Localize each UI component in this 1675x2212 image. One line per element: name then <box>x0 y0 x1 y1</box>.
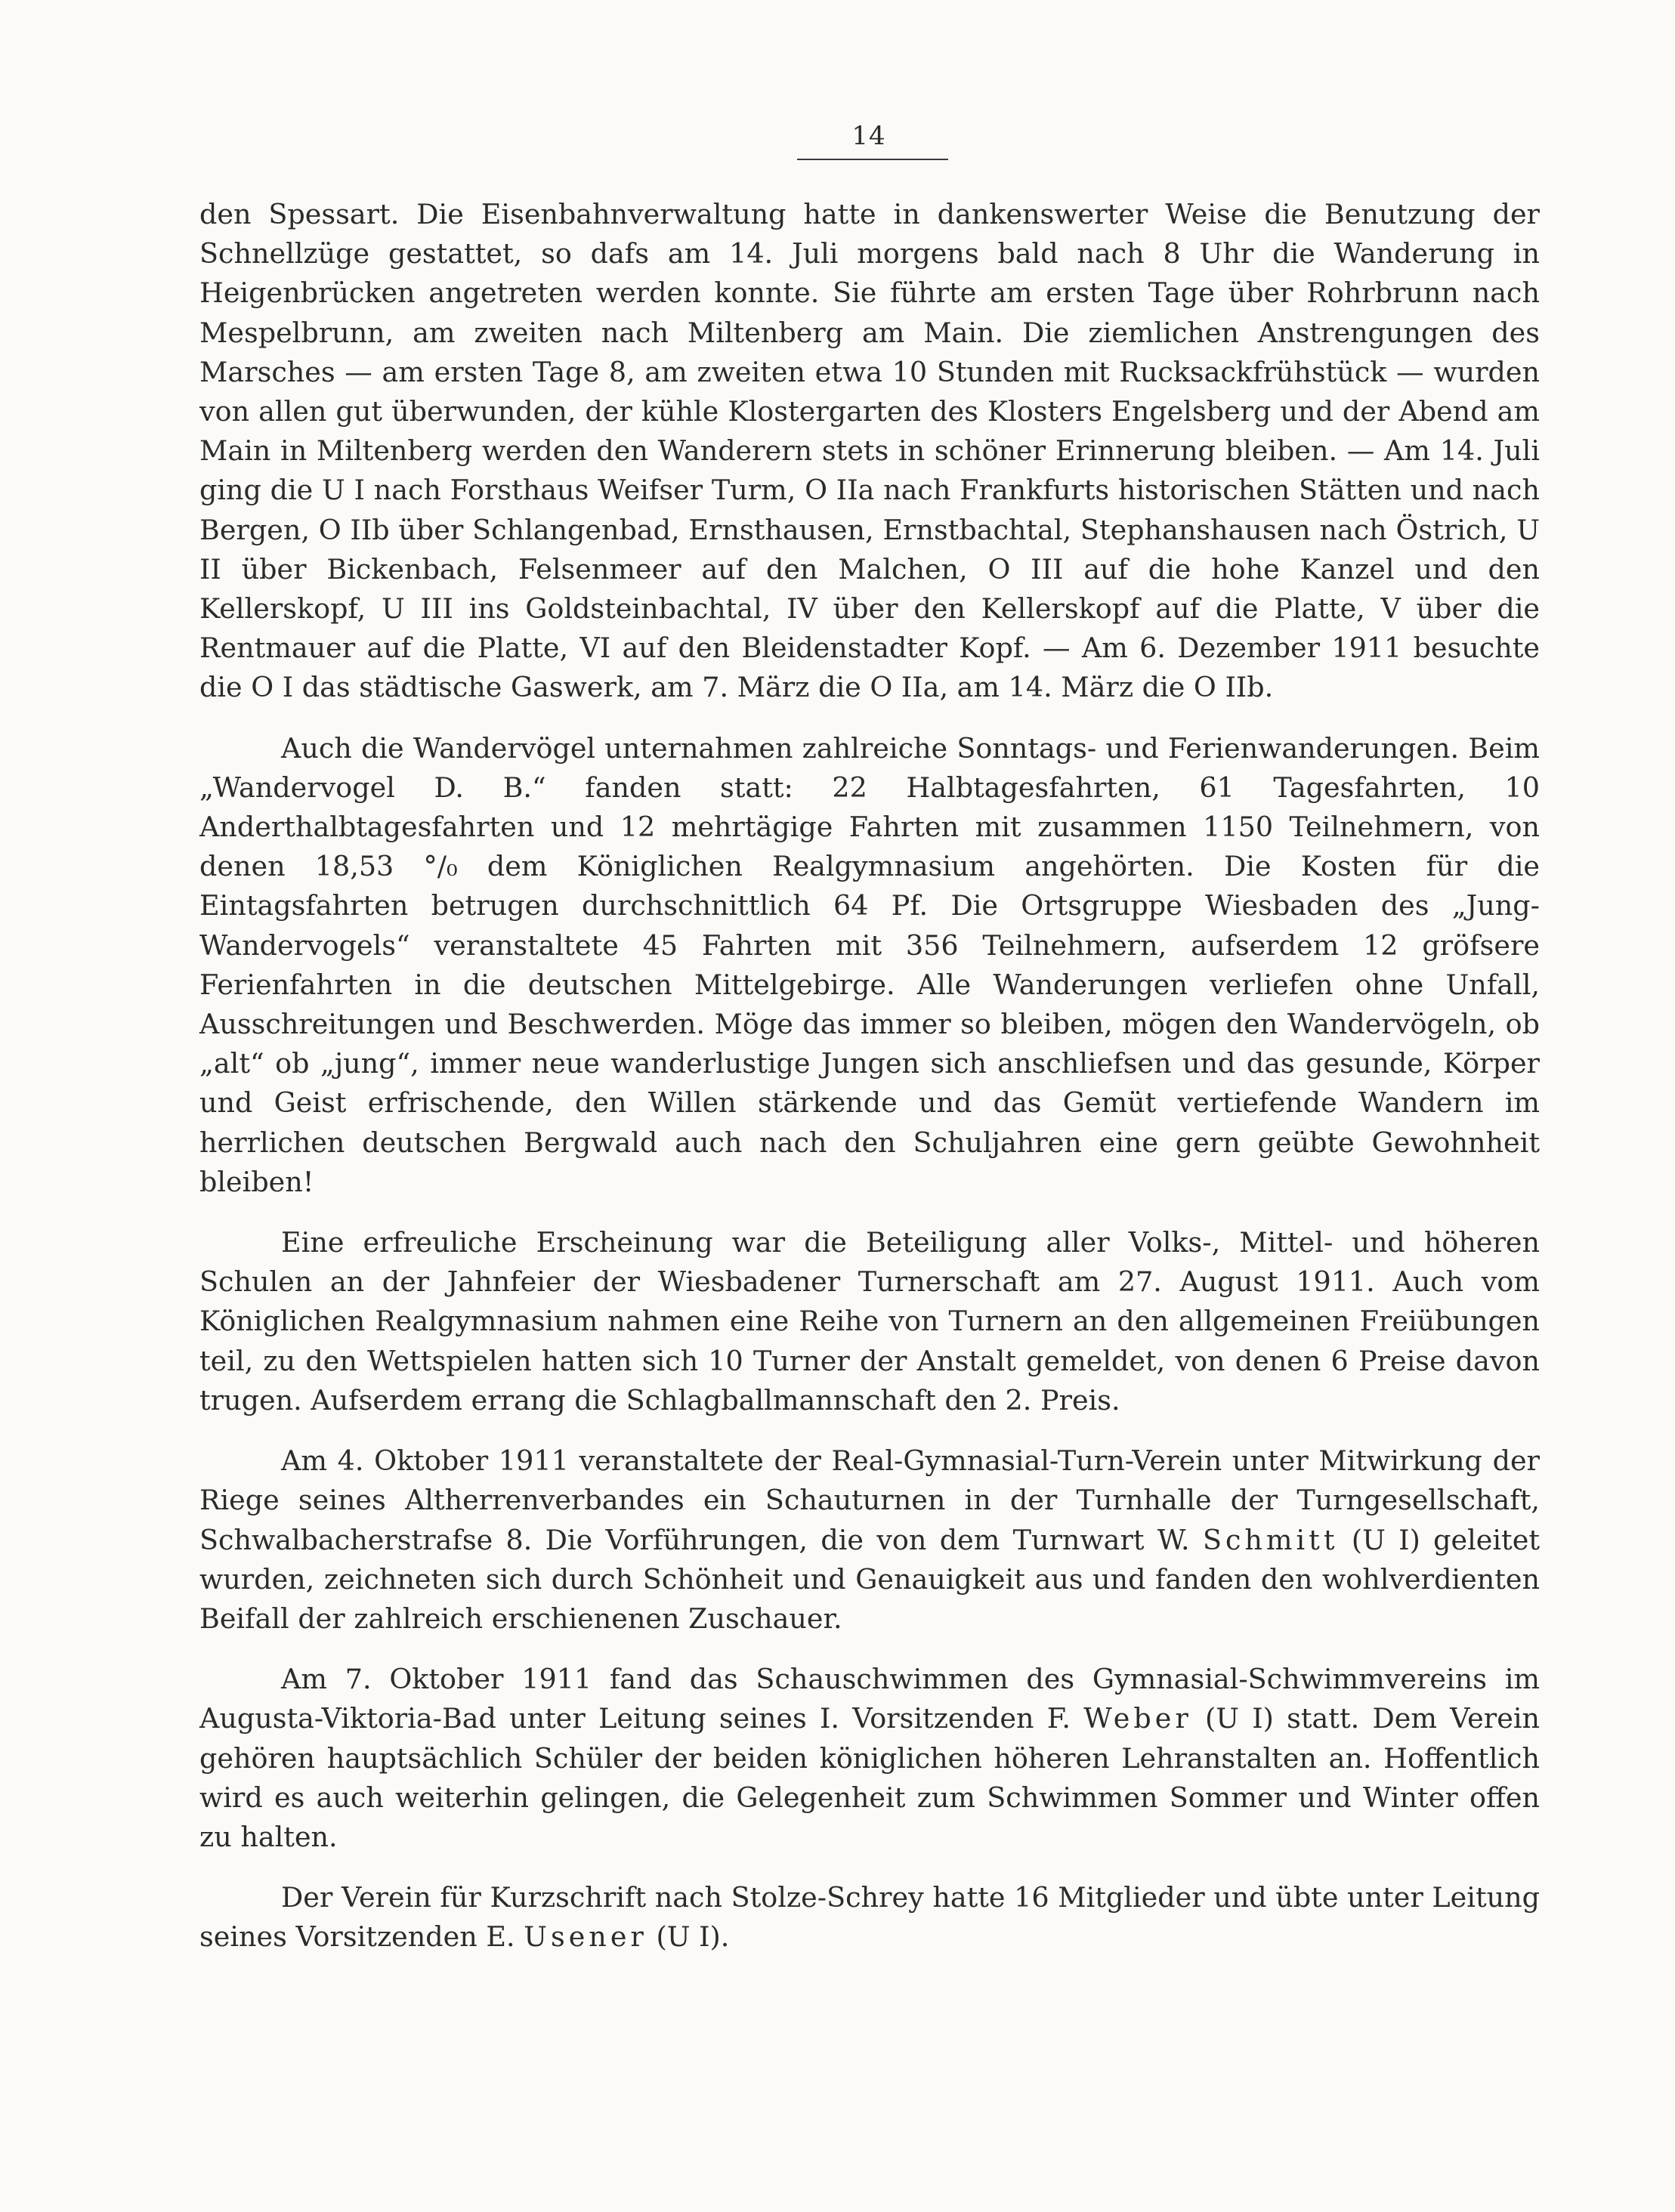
page-number: 14 <box>851 121 886 151</box>
paragraph-kurzschrift <box>199 1878 1540 1957</box>
person-name-schmitt: Schmitt <box>1202 1523 1339 1556</box>
paragraph-schauturnen-text-2: (U I) geleitet wurden, zeichneten sich durch Schönheit und Genauigkeit aus und fanden den wohlverdienten Beifall der zahlreich erschienenen Zuschauer. <box>199 1523 1540 1635</box>
paragraph-excursions: den Spessart. Die Eisenbahnverwaltung hatte in dankenswerter Weise die Benutzung der Schnellzüge gestattet, so dafs am 14. Juli morgens bald nach 8 Uhr die Wanderung in Heigenbrücken angetreten werden konnte. Sie führte am ersten Tage über Rohrbrunn nach Mespelbrunn, am zweiten nach Miltenberg am Main. Die ziemlichen Anstrengungen des Marsches — am ersten Tage 8, am zweiten etwa 10 Stunden mit Rucksackfrühstück — wurden von allen gut überwunden, der kühle Klostergarten des Klosters Engelsberg und der Abend am Main in Miltenberg werden den Wanderern stets in schöner Erinnerung bleiben. — Am 14. Juli ging die U I nach Forsthaus Weifser Turm, O IIa nach Frankfurts historischen Stätten und nach Bergen, O IIb über Schlangenbad, Ernsthausen, Ernstbachtal, Stephanshausen nach Östrich, U II über Bickenbach, Felsenmeer auf den Malchen, O III auf die hohe Kanzel und den Kellerskopf, U III ins Goldsteinbachtal, IV über den Kellerskopf auf die Platte, V über die Rentmauer auf die Platte, VI auf den Bleidenstadter Kopf. — Am 6. Dezember 1911 besuchte die O I das städtische Gaswerk, am 7. März die O IIa, am 14. März die O IIb. <box>199 198 1540 704</box>
person-name-weber: Weber <box>1083 1702 1192 1735</box>
paragraph-schauturnen-text-1: Am 4. Oktober 1911 veranstaltete der Real-Gymnasial-Turn-Verein unter Mitwirkung der Riege seines Altherrenverbandes ein Schauturnen in der Turnhalle der Turngesellschaft, Schwalbacherstrafse 8. Die Vorführungen, die von dem Turnwart W. <box>199 1444 1540 1556</box>
paragraph-jahnfeier: Eine erfreuliche Erscheinung war die Beteiligung aller Volks-, Mittel- und höheren Schulen an der Jahnfeier der Wiesbadener Turnerschaft am 27. August 1911. Auch vom Königlichen Realgymnasium nahmen eine Reihe von Turnern an den allgemeinen Freiübungen teil, zu den Wettspielen hatten sich 10 Turner der Anstalt gemeldet, von denen 6 Preise davon trugen. Aufserdem errang die Schlagballmannschaft den 2. Preis. <box>199 1226 1540 1416</box>
person-name-usener: Usener <box>524 1920 647 1954</box>
paragraph-kurzschrift-text-2: (U I). <box>647 1920 730 1954</box>
body-text <box>199 195 1540 1957</box>
paragraph-schauturnen <box>199 1441 1540 1639</box>
page-number-rule <box>797 159 948 160</box>
paragraph-schauschwimmen <box>199 1660 1540 1857</box>
paragraph-schauschwimmen-text-2: (U I) statt. Dem Verein gehören hauptsächlich Schüler der beiden königlichen höheren Lehranstalten an. Hoffentlich wird es auch weiterhin gelingen, die Gelegenheit zum Schwimmen Sommer und Winter offen zu halten. <box>199 1702 1540 1853</box>
paragraph-kurzschrift-text-1: Der Verein für Kurzschrift nach Stolze-Schrey hatte 16 Mitglieder und übte unter Leitung seines Vorsitzenden E. <box>199 1881 1540 1954</box>
paragraph-schauschwimmen-text-1: Am 7. Oktober 1911 fand das Schauschwimmen des Gymnasial-Schwimmvereins im Augusta-Viktoria-Bad unter Leitung seines I. Vorsitzenden F. <box>199 1663 1540 1735</box>
paragraph-wandervoegel: Auch die Wandervögel unternahmen zahlreiche Sonntags- und Ferienwanderungen. Beim „Wandervogel D. B.“ fanden statt: 22 Halbtagesfahrten, 61 Tagesfahrten, 10 Anderthalbtagesfahrten und 12 mehrtägige Fahrten mit zusammen 1150 Teilnehmern, von denen 18,53 °/₀ dem Königlichen Realgymnasium angehörten. Die Kosten für die Eintagsfahrten betrugen durchschnittlich 64 Pf. Die Ortsgruppe Wiesbaden des „Jung-Wandervogels“ veranstaltete 45 Fahrten mit 356 Teilnehmern, aufserdem 12 gröfsere Ferienfahrten in die deutschen Mittelgebirge. Alle Wanderungen verliefen ohne Unfall, Ausschreitungen und Beschwerden. Möge das immer so bleiben, mögen den Wandervögeln, ob „alt“ ob „jung“, immer neue wanderlustige Jungen sich anschliefsen und das gesunde, Körper und Geist erfrischende, den Willen stärkende und das Gemüt vertiefende Wandern im herrlichen deutschen Bergwald auch nach den Schuljahren eine gern geübte Gewohnheit bleiben! <box>199 731 1540 1198</box>
